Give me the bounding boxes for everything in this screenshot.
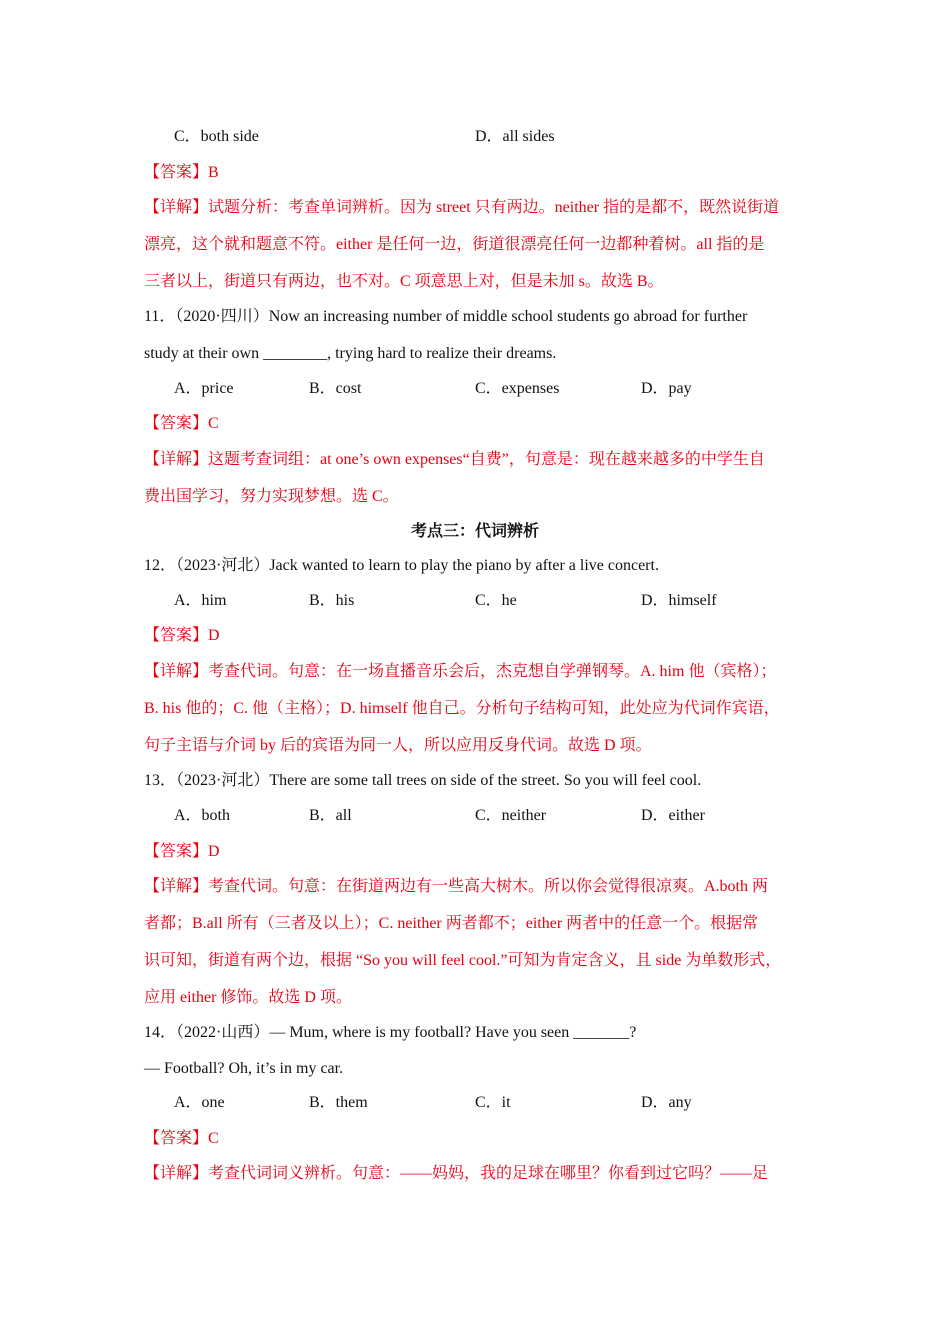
q12-option-d: D．himself (641, 592, 717, 609)
q12-detail-line: B. his 他的；C. 他（主格）；D. himself 他自己。分析句子结构可知，此处应为代词作宾语， (144, 700, 780, 717)
q12-option-c: C．he (475, 592, 517, 609)
q13-detail-line: 者都；B.all 所有（三者及以上）；C. neither 两者都不；either 两者中的任意一个。根据常 (144, 915, 759, 932)
q10-option-c: C．both side (174, 128, 259, 145)
q10-answer: 【答案】B (144, 164, 219, 181)
q14-stem-line: — Football? Oh, it’s in my car. (144, 1060, 344, 1077)
q13-detail-line: 识可知，街道有两个边，根据 “So you will feel cool.”可知为肯定含义，且 side 为单数形式， (144, 952, 782, 969)
q10-detail-line: 漂亮，这个就和题意不符。either 是任何一边，街道很漂亮任何一边都种着树。all 指的是 (144, 236, 765, 253)
q11-option-b: B．cost (309, 380, 362, 397)
q10-detail-line: 三者以上，街道只有两边，也不对。C 项意思上对，但是未加 s。故选 B。 (144, 273, 664, 290)
q11-stem-line: study at their own ________, trying hard to realize their dreams. (144, 345, 557, 362)
q13-option-b: B．all (309, 807, 352, 824)
q11-detail-line: 【详解】这题考查词组：at one’s own expenses“自费”，句意是：现在越来越多的中学生自 (144, 451, 765, 468)
q11-detail-line: 费出国学习，努力实现梦想。选 C。 (144, 488, 399, 505)
q11-answer: 【答案】C (144, 415, 219, 432)
q14-option-c: C．it (475, 1094, 511, 1111)
q14-option-b: B．them (309, 1094, 368, 1111)
q14-option-d: D．any (641, 1094, 692, 1111)
q14-detail-line: 【详解】考查代词词义辨析。句意：——妈妈，我的足球在哪里？你看到过它吗？——足 (144, 1165, 769, 1182)
q13-stem: 13．（2023·河北）There are some tall trees on side of the street. So you will feel cool. (144, 772, 702, 789)
q12-stem: 12．（2023·河北）Jack wanted to learn to play the piano by after a live concert. (144, 557, 659, 574)
section-heading: 考点三：代词辨析 (410, 523, 539, 540)
q12-detail-line: 句子主语与介词 by 后的宾语为同一人，所以应用反身代词。故选 D 项。 (144, 737, 652, 754)
q12-option-b: B．his (309, 592, 355, 609)
q11-option-a: A．price (174, 380, 234, 397)
q13-option-d: D．either (641, 807, 705, 824)
q13-option-a: A．both (174, 807, 231, 824)
q12-option-a: A．him (174, 592, 227, 609)
q13-option-c: C．neither (475, 807, 547, 824)
q12-detail-line: 【详解】考查代词。句意：在一场直播音乐会后，杰克想自学弹钢琴。A. him 他（宾格）； (144, 663, 777, 680)
q13-detail-line: 【详解】考查代词。句意：在街道两边有一些高大树木。所以你会觉得很凉爽。A.both 两 (144, 878, 769, 895)
q13-answer: 【答案】D (144, 843, 220, 860)
q11-stem-line: 11．（2020·四川）Now an increasing number of middle school students go abroad for further (144, 308, 748, 325)
q14-answer: 【答案】C (144, 1130, 219, 1147)
q10-option-d: D．all sides (475, 128, 555, 145)
q11-option-d: D．pay (641, 380, 692, 397)
q13-detail-line: 应用 either 修饰。故选 D 项。 (144, 989, 352, 1006)
q12-answer: 【答案】D (144, 627, 220, 644)
q14-option-a: A．one (174, 1094, 225, 1111)
q11-option-c: C．expenses (475, 380, 560, 397)
q14-stem-line: 14．（2022·山西）— Mum, where is my football? Have you seen _______? (144, 1024, 637, 1041)
q10-detail-line: 【详解】试题分析：考查单词辨析。因为 street 只有两边。neither 指的是都不，既然说街道 (144, 199, 780, 216)
